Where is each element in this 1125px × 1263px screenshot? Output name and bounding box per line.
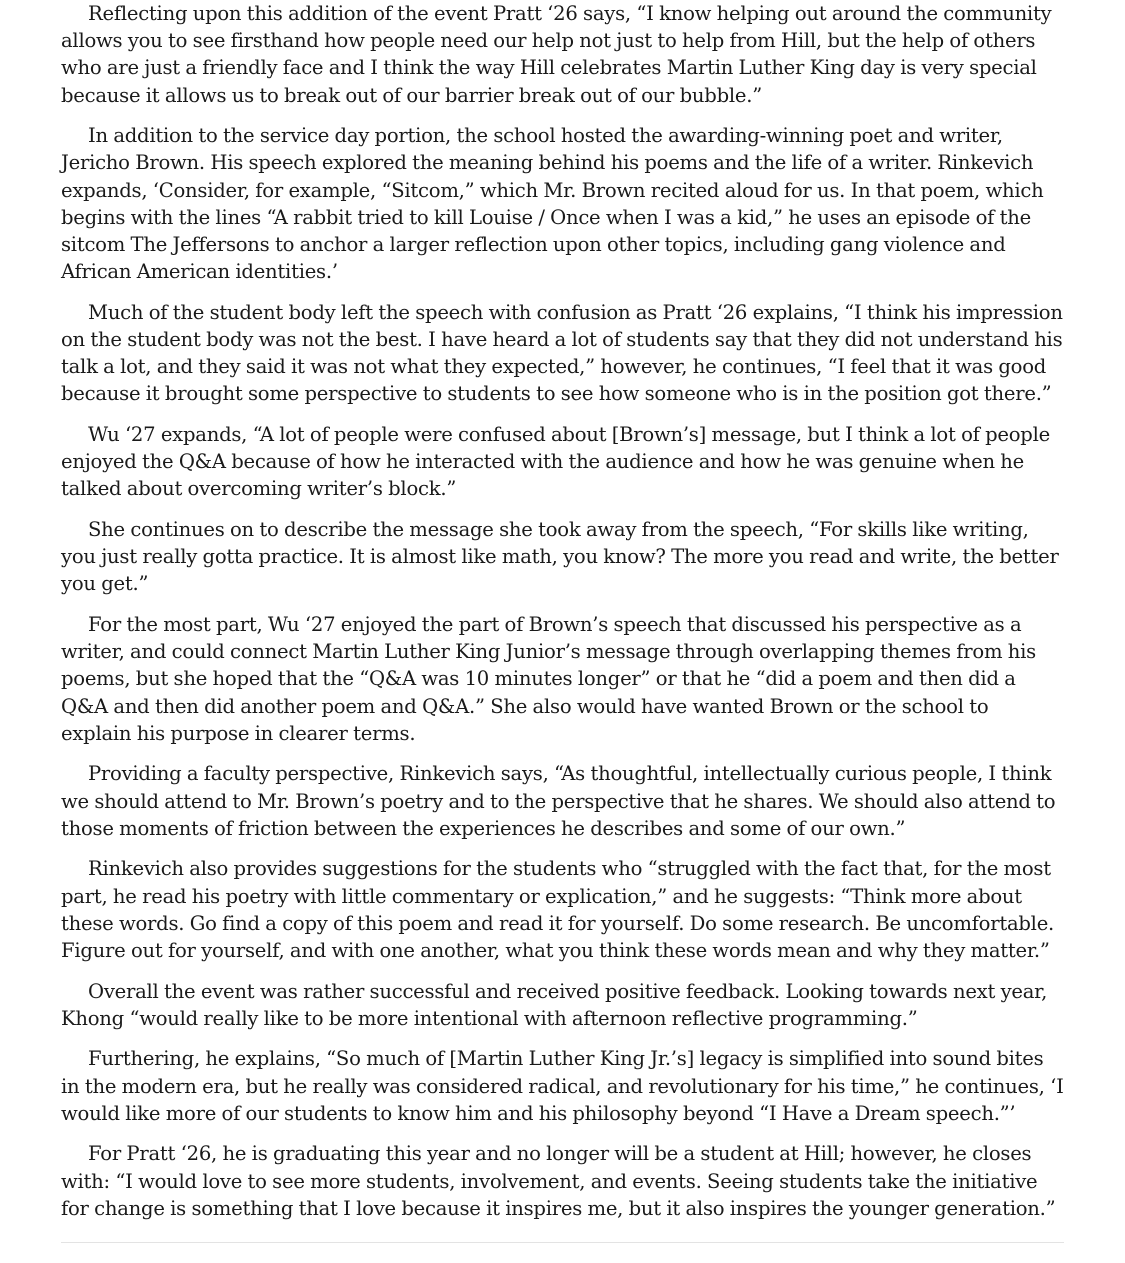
- paragraph: Furthering, he explains, “So much of [Martin Luther King Jr.’s] legacy is simplified into sound bites in the modern era, but he really was considered radical, and revolutionary for his time,” he continues, ‘I would like more of our students to know him and his philosophy beyond “I Have a Dream speech.”’: [61, 1047, 1064, 1125]
- article-body: [61, 0, 1064, 1235]
- paragraph: For the most part, Wu ‘27 enjoyed the part of Brown’s speech that discussed his perspective as a writer, and could connect Martin Luther King Junior’s message through overlapping themes from his poems, but she hoped that the “Q&A was 10 minutes longer” or that he “did a poem and then did a Q&A and then did another poem and Q&A.” She also would have wanted Brown or the school to explain his purpose in clearer terms.: [61, 613, 1036, 745]
- paragraph: Rinkevich also provides suggestions for the students who “struggled with the fact that, for the most part, he read his poetry with little commentary or explication,” and he suggests: “Think more about these words. Go find a copy of this poem and read it for yourself. Do some research. Be uncomfortable. Figure out for yourself, and with one another, what you think these words mean and why they matter.”: [61, 857, 1055, 963]
- paragraph: She continues on to describe the message she took away from the speech, “For skills like writing, you just really gotta practice. It is almost like math, you know? The more you read and write, the better you get.”: [61, 518, 1059, 596]
- paragraph: Providing a faculty perspective, Rinkevich says, “As thoughtful, intellectually curious people, I think we should attend to Mr. Brown’s poetry and to the perspective that he shares. We should also attend to those moments of friction between the experiences he describes and some of our own.”: [61, 762, 1056, 840]
- paragraph: In addition to the service day portion, the school hosted the awarding-winning poet and writer, Jericho Brown. His speech explored the meaning behind his poems and the life of a writer. Rinkevich expands, ‘Consider, for example, “Sitcom,” which Mr. Brown recited aloud for us. In that poem, which begins with the lines “A rabbit tried to kill Louise / Once when I was a kid,” he uses an episode of the sitcom The Jeffersons to anchor a larger reflection upon other topics, including gang violence and African American identities.’: [61, 124, 1044, 284]
- paragraph: For Pratt ‘26, he is graduating this year and no longer will be a student at Hill; however, he closes with: “I would love to see more students, involvement, and events. Seeing students take the initiative for change is something that I love because it inspires me, but it also inspires the younger generation.”: [61, 1142, 1056, 1220]
- article-end-divider: [61, 1242, 1064, 1243]
- paragraph: Much of the student body left the speech with confusion as Pratt ‘26 explains, “I think his impression on the student body was not the best. I have heard a lot of students say that they did not understand his talk a lot, and they said it was not what they expected,” however, he continues, “I feel that it was good because it brought some perspective to students to see how someone who is in the position got there.”: [61, 300, 1063, 406]
- paragraph: Wu ‘27 expands, “A lot of people were confused about [Brown’s] message, but I think a lot of people enjoyed the Q&A because of how he interacted with the audience and how he was genuine when he talked about overcoming writer’s block.”: [61, 423, 1050, 501]
- paragraph: Reflecting upon this addition of the event Pratt ‘26 says, “I know helping out around the community allows you to see firsthand how people need our help not just to help from Hill, but the help of others who are just a friendly face and I think the way Hill celebrates Martin Luther King day is very special because it allows us to break out of our barrier break out of our bubble.”: [61, 2, 1052, 107]
- paragraph: Overall the event was rather successful and received positive feedback. Looking towards next year, Khong “would really like to be more intentional with afternoon reflective programming.”: [61, 979, 1048, 1030]
